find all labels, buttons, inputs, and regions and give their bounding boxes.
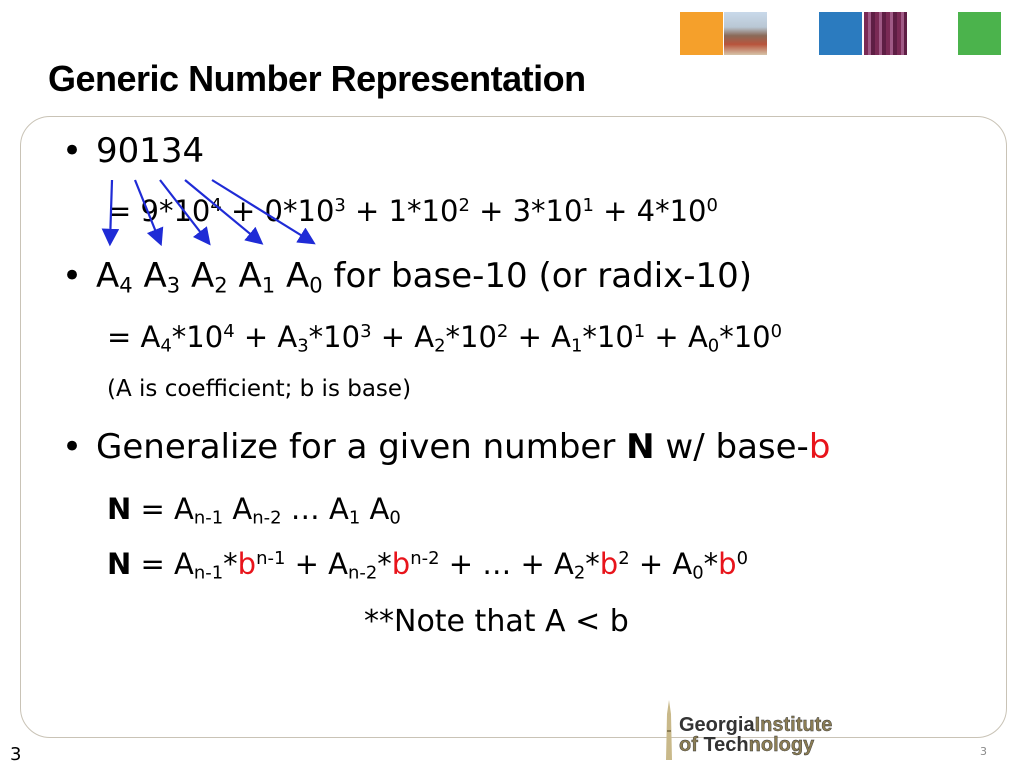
subscript: 4 bbox=[119, 272, 133, 298]
logo-text: Georgia bbox=[679, 714, 755, 736]
subscript: 4 bbox=[160, 335, 172, 357]
term: + A bbox=[508, 320, 571, 354]
tower-icon bbox=[662, 700, 676, 760]
campus-photo-icon bbox=[724, 12, 767, 55]
term: + A bbox=[285, 547, 348, 581]
subscript: n-1 bbox=[193, 507, 224, 529]
bullet-dot: • bbox=[62, 427, 83, 467]
bullet-coefficients bbox=[62, 256, 752, 296]
arrow-4 bbox=[185, 180, 260, 242]
term: + A bbox=[645, 320, 708, 354]
term: *10 bbox=[582, 320, 634, 354]
term: + A bbox=[629, 547, 693, 581]
term: = A bbox=[107, 320, 161, 354]
coef: A bbox=[238, 256, 262, 296]
subscript: 2 bbox=[434, 335, 446, 357]
exponent: 3 bbox=[360, 321, 372, 343]
arrow-2 bbox=[135, 180, 160, 242]
coef: A bbox=[96, 256, 120, 296]
term: *10 bbox=[719, 320, 771, 354]
subscript: 2 bbox=[214, 272, 228, 298]
term: = A bbox=[131, 547, 194, 581]
number-symbol: N bbox=[107, 492, 132, 526]
term: + A bbox=[234, 320, 298, 354]
exponent: n-1 bbox=[256, 548, 286, 570]
orange-square bbox=[680, 12, 723, 55]
exponent: 4 bbox=[210, 195, 222, 217]
number-text: 90134 bbox=[96, 131, 205, 171]
expansion-term: + 0*10 bbox=[221, 194, 335, 228]
term: *10 bbox=[308, 320, 361, 354]
logo-text: nology bbox=[748, 734, 815, 756]
blue-square bbox=[819, 12, 862, 55]
page-number-small: 3 bbox=[980, 745, 987, 758]
n-coefficients-line bbox=[107, 492, 401, 529]
slide-title: Generic Number Representation bbox=[48, 58, 586, 99]
subscript: n-2 bbox=[252, 507, 282, 529]
subscript: 1 bbox=[348, 507, 361, 529]
exponent: 2 bbox=[496, 321, 509, 343]
term: A bbox=[223, 492, 253, 526]
term: = A bbox=[131, 492, 194, 526]
number-symbol: N bbox=[626, 427, 655, 467]
coef: A bbox=[286, 256, 310, 296]
generalize-text: Generalize for a given number bbox=[96, 427, 627, 467]
exponent: 4 bbox=[223, 321, 235, 343]
bullet-number bbox=[62, 131, 204, 171]
term: *10 bbox=[171, 320, 224, 354]
term: * bbox=[585, 547, 600, 581]
term: *10 bbox=[445, 320, 497, 354]
subscript: 0 bbox=[692, 562, 704, 584]
generalize-text: w/ base- bbox=[654, 427, 809, 467]
georgia-tech-logo bbox=[662, 700, 872, 760]
subscript: 1 bbox=[261, 272, 276, 298]
subscript: 0 bbox=[309, 272, 323, 298]
base-text: for base-10 (or radix-10) bbox=[333, 256, 753, 296]
expansion-term: = 9*10 bbox=[107, 194, 211, 228]
exponent: 1 bbox=[633, 321, 646, 343]
coefficient-note: (A is coefficient; b is base) bbox=[107, 376, 412, 402]
term: … A bbox=[281, 492, 349, 526]
bullet-dot: • bbox=[62, 256, 83, 296]
expansion-term: + 4*10 bbox=[593, 194, 707, 228]
term: A bbox=[360, 492, 390, 526]
green-square bbox=[958, 12, 1001, 55]
exponent: n-2 bbox=[410, 548, 440, 570]
term: * bbox=[377, 547, 392, 581]
base-symbol: b bbox=[391, 547, 411, 581]
logo-text: of bbox=[679, 734, 704, 756]
base-symbol: b bbox=[237, 547, 257, 581]
coef: A bbox=[143, 256, 167, 296]
arrow-5 bbox=[212, 180, 312, 242]
exponent: 0 bbox=[770, 321, 783, 343]
logo-line-2 bbox=[679, 734, 814, 757]
note-line: **Note that A < b bbox=[364, 604, 629, 639]
arrow-3 bbox=[160, 180, 208, 242]
number-symbol: N bbox=[107, 547, 132, 581]
term: * bbox=[703, 547, 719, 581]
bullet-dot: • bbox=[62, 131, 83, 171]
expansion-term: + 3*10 bbox=[469, 194, 583, 228]
subscript: 1 bbox=[570, 335, 583, 357]
page-number: 3 bbox=[10, 744, 22, 765]
exponent: 2 bbox=[618, 548, 630, 570]
expansion-term: + 1*10 bbox=[345, 194, 459, 228]
exponent: 0 bbox=[706, 195, 718, 217]
logo-text: Tech bbox=[703, 734, 749, 756]
coefficient-expansion bbox=[107, 320, 783, 357]
subscript: 0 bbox=[389, 507, 401, 529]
subscript: 3 bbox=[166, 272, 181, 298]
subscript: n-1 bbox=[193, 562, 224, 584]
subscript: 2 bbox=[573, 562, 586, 584]
exponent: 1 bbox=[582, 195, 594, 217]
digit-arrows bbox=[100, 170, 320, 260]
subscript: n-2 bbox=[347, 562, 378, 584]
term: * bbox=[223, 547, 238, 581]
term: + … + A bbox=[439, 547, 574, 581]
n-expansion-line bbox=[107, 547, 749, 584]
exponent: 0 bbox=[736, 548, 749, 570]
logo-text: Institute bbox=[754, 714, 833, 736]
base-symbol: b bbox=[599, 547, 619, 581]
arrow-1 bbox=[110, 180, 112, 242]
subscript: 0 bbox=[707, 335, 720, 357]
exponent: 2 bbox=[458, 195, 470, 217]
circuit-photo-icon bbox=[864, 12, 907, 55]
term: + A bbox=[371, 320, 435, 354]
coef: A bbox=[191, 256, 215, 296]
subscript: 3 bbox=[297, 335, 309, 357]
base-symbol: b bbox=[718, 547, 737, 581]
base-symbol: b bbox=[808, 427, 831, 467]
bullet-generalize bbox=[62, 427, 830, 467]
exponent: 3 bbox=[334, 195, 346, 217]
